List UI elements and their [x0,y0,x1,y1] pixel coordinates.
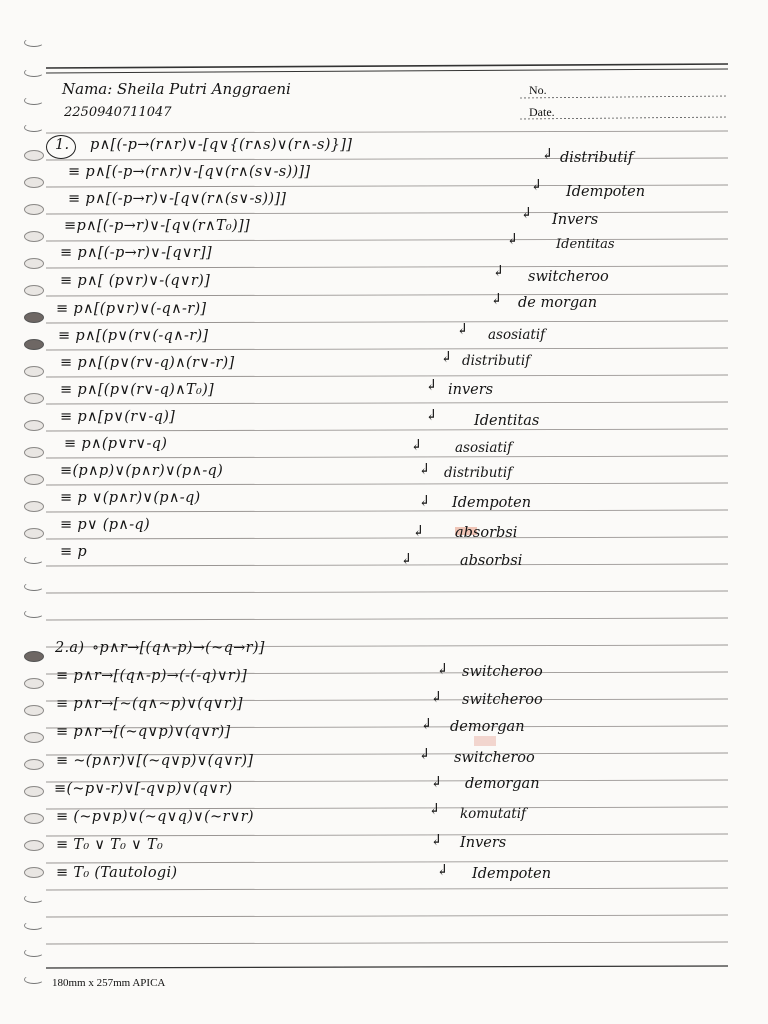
binder-hole [24,231,44,242]
problem-1-reason: Idempoten [566,184,646,200]
curved-arrow-icon: ↲ [425,376,438,394]
problem-1-expr: ≡ p [60,544,87,560]
problem-1-expr: ≡ p∧[(-p→(r∧r)∨-[q∨(r∧(s∨-s))]] [68,164,311,180]
problem-2-expr: ≡ T₀ ∨ T₀ ∨ T₀ [56,837,164,853]
problem-2-expr: ≡ p∧r→[(q∧-p)→(-(-q)∨r)] [56,668,248,684]
binder-hole [24,975,44,984]
problem-2-expr: ≡ p∧r→[~(q∧~p)∨(q∨r)] [56,696,243,712]
binder-hole [24,393,44,404]
curved-arrow-icon: ↲ [428,800,441,818]
problem-1-reason: Invers [552,212,599,228]
binder-hole [24,921,44,930]
problem-1-reason: Identitas [556,237,615,252]
problem-1-expr: ≡ p∧[ (p∨r)∨-(q∨r)] [60,273,211,289]
binder-hole [24,555,44,564]
highlight-mark [474,736,496,746]
binder-hole [24,501,44,512]
problem-1-reason: invers [448,382,494,398]
no-label: No. [529,83,547,97]
problem-1-reason: Identitas [474,413,540,429]
problem-2-expr: ≡ ~(p∧r)∨[(~q∨p)∨(q∨r)] [56,753,254,769]
problem-1-expr: ≡ p∧[(p∨(r∨(-q∧-r)] [58,328,209,344]
curved-arrow-icon: ↲ [440,348,453,366]
binder-hole [24,123,44,132]
student-name: Nama: Sheila Putri Anggraeni [62,80,291,98]
binder-hole [24,177,44,188]
problem-2-expr: ≡(~p∨-r)∨[-q∨p)∨(q∨r) [54,781,233,797]
problem-2-reason: switcheroo [462,692,543,708]
problem-2-reason: demorgan [465,776,540,792]
date-label: Date. [529,105,555,119]
problem-1-reason: distributif [462,353,531,369]
problem-2-reason: Invers [460,835,507,851]
problem-2-reason: switcheroo [462,664,543,680]
problem-1-expr: ≡ p∧[(p∨(r∨-q)∧(r∨-r)] [60,355,235,371]
problem-1-expr: ≡(p∧p)∨(p∧r)∨(p∧-q) [60,463,224,479]
binder-hole [24,339,44,350]
curved-arrow-icon: ↲ [530,176,543,194]
binder-hole [24,528,44,539]
binder-hole [24,68,44,77]
binder-hole [24,813,44,824]
curved-arrow-icon: ↲ [492,262,505,280]
problem-1-reason: absorbsi [455,525,518,541]
problem-1-reason: distributif [560,150,634,166]
curved-arrow-icon: ↲ [430,688,443,706]
problem-2-reason: Idempoten [472,866,552,882]
problem-1-expr: p∧[(-p→(r∧r)∨-[q∨{(r∧s)∨(r∧-s)}]] [90,137,353,153]
curved-arrow-icon: ↲ [418,745,431,763]
problem-1-expr: ≡ p ∨(p∧r)∨(p∧-q) [60,490,201,506]
problem-1-expr: ≡p∧[(-p→r)∨-[q∨(r∧T₀)]] [64,218,250,234]
binder-hole [24,948,44,957]
binder-hole [24,150,44,161]
binder-hole [24,759,44,770]
binder-hole [24,96,44,105]
problem-2-expr: ∘p∧r→[(q∧-p)→(~q→r)] [92,640,265,656]
student-id: 2250940711047 [64,105,172,120]
binder-hole [24,609,44,618]
problem-1-reason: switcheroo [528,269,609,285]
problem-2-expr: ≡ (~p∨p)∨(~q∨q)∨(~r∨r) [56,809,254,825]
curved-arrow-icon: ↲ [418,460,431,478]
curved-arrow-icon: ↲ [456,320,469,338]
binder-hole [24,474,44,485]
binder-hole [24,867,44,878]
curved-arrow-icon: ↲ [490,290,503,308]
problem-1-expr: ≡ p∧[p∨(r∨-q)] [60,409,176,425]
problem-1-expr: ≡ p∧(p∨r∨-q) [64,436,168,452]
problem-1-expr: ≡ p∧[(p∨(r∨-q)∧T₀)] [60,382,215,398]
problem-1-expr: ≡ p∨ (p∧-q) [60,517,150,533]
problem-2-reason: komutatif [460,806,527,822]
curved-arrow-icon: ↲ [418,492,431,510]
problem-1-expr: ≡ p∧[(p∨r)∨(-q∧-r)] [56,301,207,317]
binder-hole [24,366,44,377]
problem-2-expr: ≡ T₀ (Tautologi) [56,865,178,881]
curved-arrow-icon: ↲ [520,204,533,222]
curved-arrow-icon: ↲ [436,861,449,879]
problem-2-reason: switcheroo [454,750,535,766]
curved-arrow-icon: ↲ [430,831,443,849]
problem-2-number: 2.a) [55,640,85,656]
problem-1-reason: de morgan [518,295,598,311]
binder-hole [24,840,44,851]
binder-hole [24,786,44,797]
problem-1-reason: asosiatif [488,327,546,343]
paper-size-label: 180mm x 257mm APICA [52,977,166,989]
curved-arrow-icon: ↲ [436,660,449,678]
problem-1-expr: ≡ p∧[(-p→r)∨-[q∨r]] [60,245,212,261]
problem-2-reason: demorgan [450,719,525,735]
problem-1-reason: absorbsi [460,553,523,569]
binder-hole [24,705,44,716]
binder-hole [24,678,44,689]
problem-1-reason: Idempoten [452,495,532,511]
curved-arrow-icon: ↲ [541,145,554,163]
binder-hole [24,38,44,47]
problem-2-expr: ≡ p∧r→[(~q∨p)∨(q∨r)] [56,724,231,740]
binder-hole [24,894,44,903]
problem-1-number: 1. [55,137,70,153]
binder-hole [24,447,44,458]
binder-hole [24,582,44,591]
binder-hole [24,420,44,431]
curved-arrow-icon: ↲ [420,715,433,733]
binder-hole [24,732,44,743]
curved-arrow-icon: ↲ [412,522,425,540]
curved-arrow-icon: ↲ [410,436,423,454]
curved-arrow-icon: ↲ [425,406,438,424]
binder-hole [24,204,44,215]
problem-1-reason: distributif [444,465,513,481]
binder-hole [24,312,44,323]
binder-hole [24,285,44,296]
problem-1-reason: asosiatif [455,440,513,456]
binder-hole [24,651,44,662]
curved-arrow-icon: ↲ [506,230,519,248]
curved-arrow-icon: ↲ [400,550,413,568]
binder-hole [24,258,44,269]
curved-arrow-icon: ↲ [430,773,443,791]
problem-1-expr: ≡ p∧[(-p→r)∨-[q∨(r∧(s∨-s))]] [68,191,287,207]
